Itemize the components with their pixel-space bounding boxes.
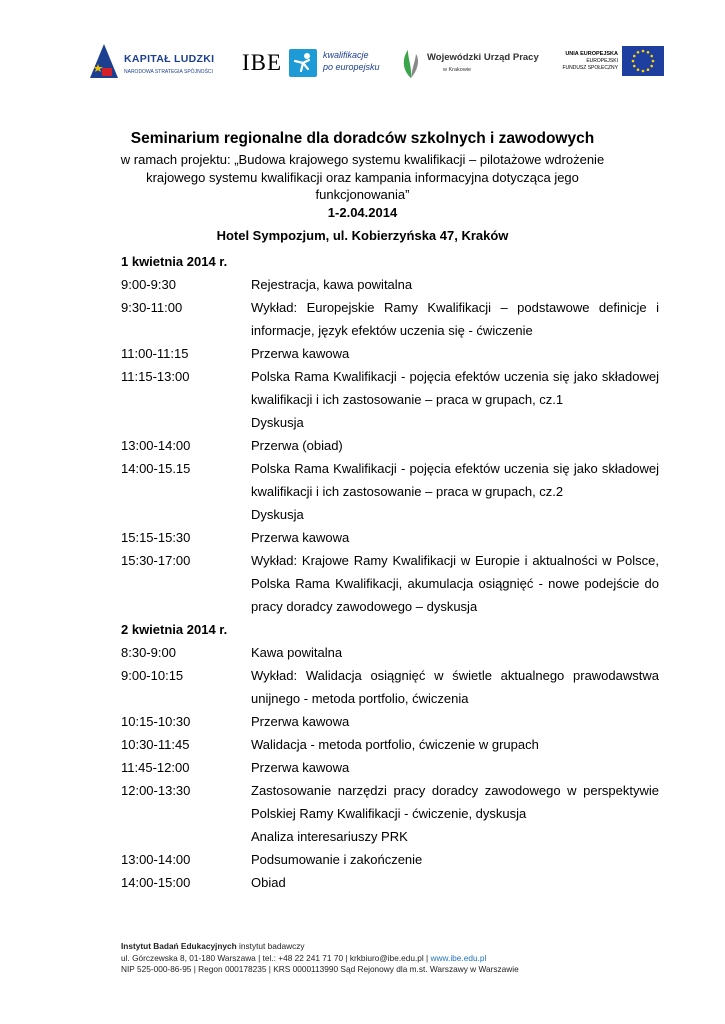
schedule-row	[121, 871, 659, 894]
footer-address-line	[121, 953, 681, 965]
slot-time: 15:15-15:30	[121, 530, 191, 545]
slot-description: Przerwa kawowa	[251, 530, 350, 545]
schedule-row	[121, 733, 659, 756]
schedule-row	[121, 549, 659, 618]
day-heading: 2 kwietnia 2014 r.	[121, 622, 228, 637]
slot-time: 15:30-17:00	[121, 553, 191, 568]
footer-org-suffix: instytut badawczy	[236, 941, 305, 951]
slot-time: 8:30-9:00	[121, 645, 176, 660]
kapital-ludzki-logo	[88, 40, 228, 90]
slot-main-text: Polska Rama Kwalifikacji - pojęcia efektów uczenia się jako składowej kwalifikacji i ich zastosowanie – praca w grupach, cz.1	[251, 369, 659, 407]
schedule-row	[121, 296, 659, 342]
schedule-row	[121, 710, 659, 733]
eu-logo	[560, 40, 670, 90]
slot-time: 13:00-14:00	[121, 852, 191, 867]
wup-city: w Krakowie	[443, 67, 472, 73]
slot-description: Walidacja - metoda portfolio, ćwiczenie w grupach	[251, 737, 539, 752]
schedule	[121, 250, 659, 894]
slot-description: Obiad	[251, 875, 286, 890]
schedule-row	[121, 457, 659, 526]
slot-description: Rejestracja, kawa powitalna	[251, 277, 413, 292]
slot-time: 14:00-15.15	[121, 461, 191, 476]
slot-description	[251, 365, 659, 434]
slot-time: 11:15-13:00	[121, 369, 190, 384]
eu-line1: UNIA EUROPEJSKA	[565, 51, 618, 57]
slot-description	[251, 779, 659, 848]
slot-description: Przerwa (obiad)	[251, 438, 343, 453]
slot-time: 13:00-14:00	[121, 438, 191, 453]
slot-description: Wykład: Walidacja osiągnięć w świetle aktualnego prawodawstwa unijnego - metoda portfolio, ćwiczenia	[251, 668, 659, 706]
eu-line2: EUROPEJSKI	[586, 58, 618, 64]
footer-website-link[interactable]: www.ibe.edu.pl	[430, 952, 487, 963]
eu-text	[560, 51, 618, 72]
ibe-name: IBE	[242, 50, 283, 75]
project-subtitle	[100, 151, 625, 221]
schedule-row	[121, 756, 659, 779]
schedule-row	[121, 848, 659, 871]
event-venue: Hotel Sympozjum, ul. Kobierzyńska 47, Kraków	[216, 228, 509, 243]
slot-description: Wykład: Europejskie Ramy Kwalifikacji – podstawowe definicje i informacje, język efektów uczenia się - ćwiczenie	[251, 300, 659, 338]
ibe-tagline-line1: kwalifikacje	[323, 50, 369, 60]
ibe-tagline-line2: po europejsku	[323, 62, 380, 72]
schedule-row	[121, 526, 659, 549]
ibe-tagline	[323, 49, 380, 73]
slot-main-text: Polska Rama Kwalifikacji - pojęcia efektów uczenia się jako składowej kwalifikacji i ich zastosowanie – praca w grupach, cz.2	[251, 461, 659, 499]
slot-time: 9:00-10:15	[121, 668, 184, 683]
slot-time: 10:30-11:45	[121, 737, 190, 752]
footer-registry: NIP 525-000-86-95 | Regon 000178235 | KRS 0000113990 Sąd Rejonowy dla m.st. Warszawy w Warszawie	[121, 964, 519, 974]
ibe-figure-icon	[289, 49, 317, 77]
logo-bar	[88, 40, 668, 90]
footer-address: ul. Górczewska 8, 01-180 Warszawa | tel.: +48 22 241 71 70 | krkbiuro@ibe.edu.pl |	[121, 952, 431, 963]
footer	[121, 941, 681, 976]
day-heading: 1 kwietnia 2014 r.	[121, 254, 228, 269]
schedule-row	[121, 434, 659, 457]
slot-description: Przerwa kawowa	[251, 760, 350, 775]
slot-main-text: Zastosowanie narzędzi pracy doradcy zawodowego w perspektywie Polskiej Ramy Kwalifikacji - ćwiczenie, dyskusja	[251, 783, 659, 821]
slot-extra-text: Dyskusja	[251, 507, 304, 522]
footer-org-name: Instytut Badań Edukacyjnych	[121, 941, 237, 951]
slot-description: Przerwa kawowa	[251, 346, 350, 361]
slot-time: 10:15-10:30	[121, 714, 191, 729]
wup-leaf-icon	[398, 46, 424, 80]
eu-flag-icon	[622, 46, 664, 76]
footer-org-line	[121, 941, 681, 953]
schedule-row	[121, 273, 659, 296]
slot-description: Kawa powitalna	[251, 645, 343, 660]
schedule-row	[121, 342, 659, 365]
slot-description: Podsumowanie i zakończenie	[251, 852, 423, 867]
kapital-ludzki-tagline: NARODOWA STRATEGIA SPÓJNOŚCI	[124, 69, 213, 75]
slot-description: Wykład: Krajowe Ramy Kwalifikacji w Europie i aktualności w Polsce, Polska Rama Kwalifikacji, akumulacja osiągnięć - nowe podejście do pracy doradcy zawodowego – dyskusja	[251, 553, 659, 614]
slot-time: 14:00-15:00	[121, 875, 191, 890]
ibe-logo	[242, 40, 382, 90]
event-dates: 1-2.04.2014	[327, 204, 398, 220]
slot-extra-text: Dyskusja	[251, 415, 304, 430]
slot-time: 11:45-12:00	[121, 760, 190, 775]
schedule-row	[121, 365, 659, 434]
project-description: w ramach projektu: „Budowa krajowego systemu kwalifikacji – pilotażowe wdrożenie krajowego systemu kwalifikacji oraz kampania informacyjna dotycząca jego funkcjonowania”	[120, 152, 605, 202]
kapital-ludzki-name: KAPITAŁ LUDZKI	[124, 53, 215, 65]
slot-extra-text: Analiza interesariuszy PRK	[251, 829, 408, 844]
slot-time: 11:00-11:15	[121, 346, 189, 361]
schedule-row	[121, 664, 659, 710]
slot-time: 9:00-9:30	[121, 277, 176, 292]
page-title: Seminarium regionalne dla doradców szkolnych i zawodowych	[130, 130, 595, 147]
slot-time: 9:30-11:00	[121, 300, 183, 315]
eu-line3: FUNDUSZ SPOŁECZNY	[562, 65, 618, 71]
slot-description	[251, 457, 659, 526]
slot-description: Przerwa kawowa	[251, 714, 350, 729]
wup-logo	[398, 40, 548, 90]
kapital-ludzki-star-icon	[88, 42, 120, 82]
wup-name: Wojewódzki Urząd Pracy	[427, 52, 539, 63]
schedule-row	[121, 779, 659, 848]
schedule-row	[121, 641, 659, 664]
slot-time: 12:00-13:30	[121, 783, 191, 798]
